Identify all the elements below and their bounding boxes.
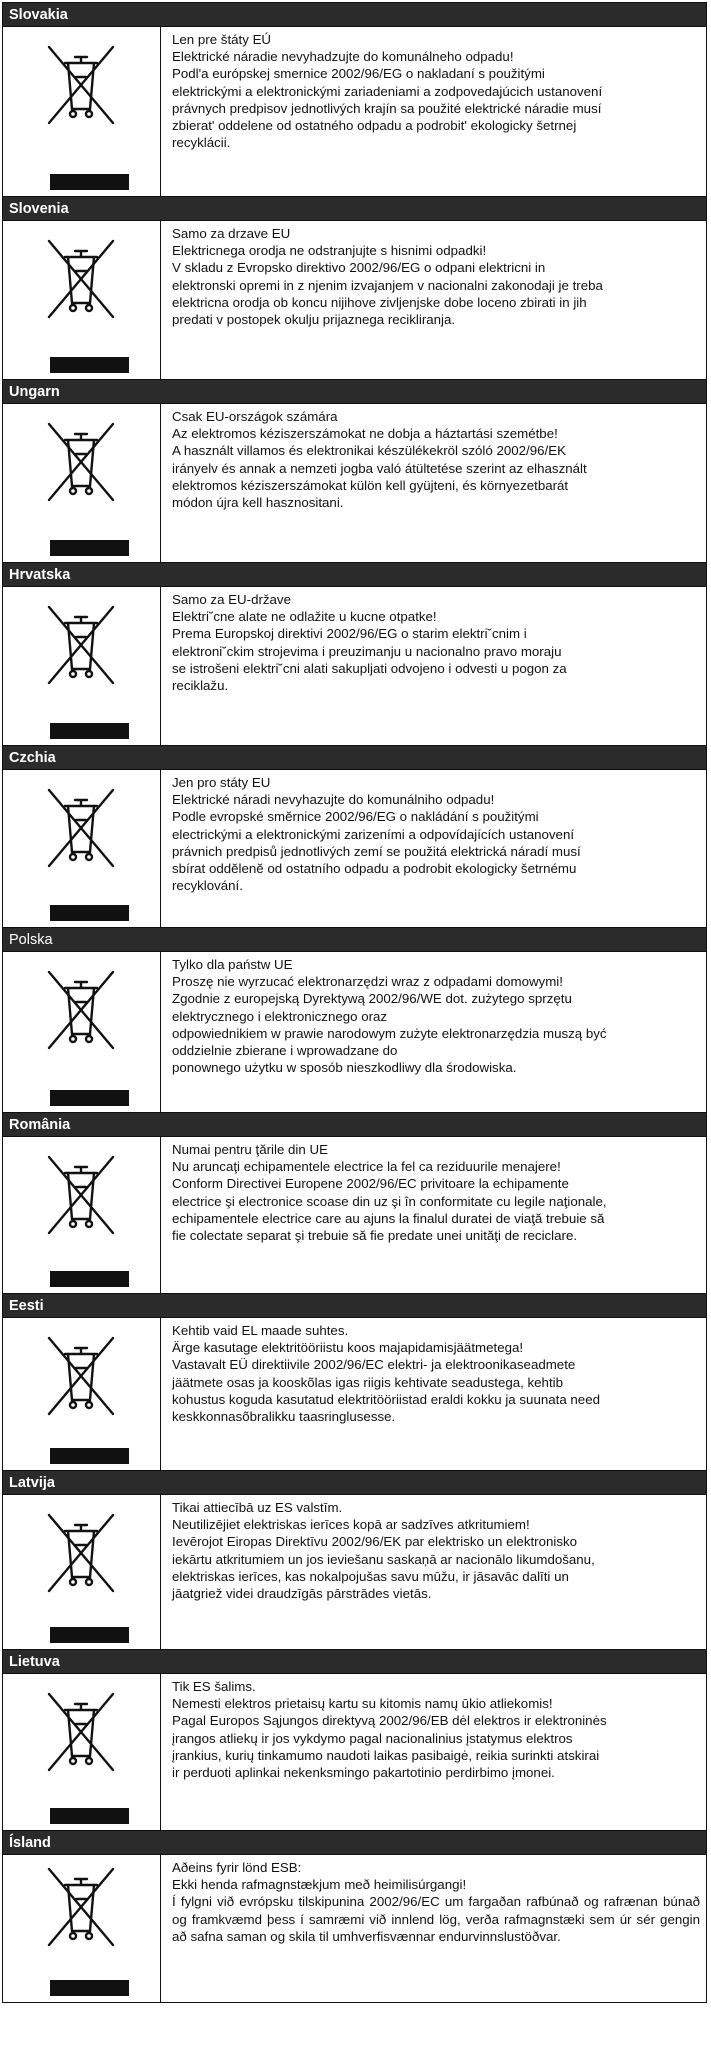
crossed-out-wheelie-bin-icon (42, 1509, 120, 1595)
section-text (161, 1318, 706, 1470)
crossed-out-wheelie-bin-icon (42, 784, 120, 870)
text-line: Nemesti elektros prietaisų kartu su kitomis namų ūkio atliekomis! (172, 1696, 553, 1712)
section-text (161, 587, 706, 745)
section-title: Slovenia (3, 197, 706, 221)
text-line: Tikai attiecībā uz ES valstīm. (172, 1500, 343, 1515)
text-line: recyklácii. (172, 135, 231, 151)
marking-bar (50, 540, 129, 556)
section-title: Lietuva (3, 1650, 706, 1674)
text-line: recyklování. (172, 878, 243, 894)
marking-bar (50, 174, 129, 190)
text-line: Aðeins fyrir lönd ESB: (172, 1860, 302, 1875)
text-line: Numai pentru ţările din UE (172, 1142, 328, 1157)
text-line: Tik ES šalims. (172, 1679, 256, 1694)
weee-symbol-cell (3, 221, 161, 379)
section-title: Latvija (3, 1471, 706, 1495)
text-line: se istrošeni elektri˘cni alati sakupljati odvojeno i odvesti u pogon za (172, 660, 567, 676)
text-line: sbírat oddĕlenĕ od ostatního odpadu a podrobit ekologicky šetrnému (172, 861, 577, 877)
text-line: Neutilizējiet elektriskas ierīces kopā ar sadzīves atkritumiem! (172, 1517, 530, 1533)
section-polska (3, 928, 706, 1113)
text-line: módon újra kell hasznositani. (172, 495, 344, 511)
weee-symbol-cell (3, 1495, 161, 1649)
text-line: oddzielnie zbierane i wprowadzane do (172, 1043, 398, 1059)
text-line: echipamentele electrice care au ajuns la finalul duratei de viaţă trebuie să (172, 1210, 605, 1226)
section-island (3, 1831, 706, 2002)
section-text (161, 1855, 706, 2002)
text-line: Conform Directivei Europene 2002/96/EC privitoare la echipamente (172, 1176, 569, 1192)
crossed-out-wheelie-bin-icon (42, 1151, 120, 1237)
marking-bar (50, 1627, 129, 1643)
text-line: reciklažu. (172, 678, 229, 694)
text-line: jäätmete osas ja kooskõlas igas riigis kehtivate seadustega, kehtib (172, 1374, 563, 1390)
section-eesti (3, 1294, 706, 1471)
text-line: Elektri˘cne alate ne odlažite u kucne otpatke! (172, 609, 437, 625)
marking-bar (50, 357, 129, 373)
section-slovenia (3, 197, 706, 380)
text-line: elektricna orodja ob koncu nijihove zivljenjske dobe loceno zbirati in jih (172, 294, 587, 310)
text-line: Csak EU-országok számára (172, 409, 338, 424)
weee-symbol-cell (3, 952, 161, 1112)
section-ungarn (3, 380, 706, 563)
section-text (161, 1674, 706, 1830)
section-title: Czchia (3, 746, 706, 770)
text-line: právnich predpisů jednotlivých zemí se použitá elektrická náradí musí (172, 843, 581, 859)
text-line: Podle evropské smĕrnice 2002/96/EG o nakládání s použitými (172, 809, 539, 825)
text-line: Ievērojot Eiropas Direktīvu 2002/96/EK par elektrisko un elektronisko (172, 1534, 578, 1550)
text-line: Jen pro státy EU (172, 775, 271, 790)
weee-symbol-cell (3, 587, 161, 745)
text-line: jāatgriež videi draudzīgās pārstrādes vietās. (172, 1586, 432, 1602)
text-line: kohustus koguda kasutatud elektritööriistad eraldi kokku ja suunata need (172, 1391, 600, 1407)
text-line: Elektricnega orodja ne odstranjujte s hisnimi odpadki! (172, 243, 487, 259)
text-line: Ärge kasutage elektritööriistu koos majapidamisjäätmetega! (172, 1340, 524, 1356)
text-line: elektroni˘ckim strojevima i preuzimanju u nacionalno pravo moraju (172, 643, 562, 659)
weee-symbol-cell (3, 1674, 161, 1830)
text-line: elektrycznego i elektronicznego oraz (172, 1008, 388, 1024)
crossed-out-wheelie-bin-icon (42, 966, 120, 1052)
text-line: Len pre štáty EÚ (172, 32, 272, 47)
section-title: Ungarn (3, 380, 706, 404)
marking-bar (50, 1448, 129, 1464)
text-line: Samo za drzave EU (172, 226, 291, 241)
marking-bar (50, 723, 129, 739)
marking-bar (50, 905, 129, 921)
text-line: electrickými a elektronickými zarizeními a odpovídajících ustanovení (172, 826, 575, 842)
section-title: Eesti (3, 1294, 706, 1318)
weee-symbol-cell (3, 1855, 161, 2002)
text-line: Samo za EU-države (172, 592, 291, 607)
text-line: Pagal Europos Sąjungos direktyvą 2002/96/EB dėl elektros ir elektroninės (172, 1713, 607, 1729)
text-line: keskkonnasõbralikku taasringlusesse. (172, 1409, 396, 1425)
text-line: elektrickými a elektronickými zariadeniami a zodpovedajúcich ustanovení (172, 83, 603, 99)
text-line: Zgodnie z europejską Dyrektywą 2002/96/WE dot. zużytego sprzętu (172, 991, 572, 1007)
section-title: Ísland (3, 1831, 706, 1855)
text-line: Prema Europskoj direktivi 2002/96/EG o starim elektri˘cnim i (172, 626, 527, 642)
section-text (161, 770, 706, 927)
text-line: iekārtu atkritumiem un jos ieviešanu saskaņā ar nacionālo likumdošanu, (172, 1551, 595, 1567)
section-text (161, 1495, 706, 1649)
text-line: Podl'a európskej smernice 2002/96/EG o nakladaní s použitými (172, 66, 545, 82)
crossed-out-wheelie-bin-icon (42, 1863, 120, 1949)
text-line: ir perduoti aplinkai nekenksmingo pakartotinio perdirbimo įmonei. (172, 1765, 555, 1781)
section-text (161, 1137, 706, 1293)
text-line: įrankius, kurių tinkamumo naudoti laikas pasibaigė, reikia surinkti atskirai (172, 1747, 600, 1763)
marking-bar (50, 1980, 129, 1996)
marking-bar (50, 1090, 129, 1106)
section-lietuva (3, 1650, 706, 1831)
text-line: Proszę nie wyrzucać elektronarzędzi wraz z odpadami domowymi! (172, 974, 563, 990)
section-text (161, 404, 706, 562)
crossed-out-wheelie-bin-icon (42, 1332, 120, 1418)
section-czchia (3, 746, 706, 928)
weee-disposal-notice-document (2, 2, 707, 2003)
text-paragraph: Í fylgni við evrópsku tilskipunina 2002/96/EC um fargaðan rafbúnað og rafrænan búnað og framkvæmd þess í samræmi við innlend lög, verða rafmagnstæki sem úr sér gengin að safna saman og skila til umhverfisvænnar endurvinnslustöðvar. (172, 1894, 700, 1944)
section-title: Slovakia (3, 3, 706, 27)
text-line: Kehtib vaid EL maade suhtes. (172, 1323, 349, 1338)
text-line: Vastavalt EÜ direktiivile 2002/96/EC elektri- ja elektroonikaseadmete (172, 1357, 576, 1373)
text-line: odpowiednikiem w prawie narodowym zużyte elektronarzędzia muszą być (172, 1025, 607, 1041)
text-line: ponownego użytku w sposób nieszkodliwy dla środowiska. (172, 1060, 517, 1076)
weee-symbol-cell (3, 770, 161, 927)
text-line: electrice şi electronice scoase din uz şi în conformitate cu legile naţionale, (172, 1193, 607, 1209)
text-line: predati v postopek okulju prijaznega recikliranja. (172, 312, 456, 328)
text-line: Nu aruncaţi echipamentele electrice la fel ca reziduurile menajere! (172, 1159, 561, 1175)
section-slovakia (3, 3, 706, 197)
section-romania (3, 1113, 706, 1294)
text-line: V skladu z Evropsko direktivo 2002/96/EG o odpani elektricni in (172, 260, 546, 276)
text-line: elektriskas ierīces, kas nokalpojušas savu mūžu, ir jāsavāc dalīti un (172, 1568, 569, 1584)
text-line: zbierat' oddelene od ostatného odpadu a podrobit' ekologicky šetrnej (172, 118, 577, 134)
section-hrvatska (3, 563, 706, 746)
text-line: A használt villamos és elektronikai készülékekröl szóló 2002/96/EK (172, 443, 566, 459)
section-title: Hrvatska (3, 563, 706, 587)
section-text (161, 27, 706, 196)
section-text (161, 952, 706, 1112)
weee-symbol-cell (3, 27, 161, 196)
crossed-out-wheelie-bin-icon (42, 601, 120, 687)
text-line: Elektrické náradi nevyhazujte do komunálniho odpadu! (172, 792, 495, 808)
marking-bar (50, 1808, 129, 1824)
crossed-out-wheelie-bin-icon (42, 1688, 120, 1774)
section-latvija (3, 1471, 706, 1650)
text-line: elektromos kéziszerszámokat külön kell gyüjteni, és környezetbarát (172, 477, 569, 493)
weee-symbol-cell (3, 404, 161, 562)
text-line: įrangos atliekų ir jos vykdymo pagal nacionalinius įstatymus elektros (172, 1730, 573, 1746)
section-text (161, 221, 706, 379)
section-title: Polska (3, 928, 706, 952)
text-line: Tylko dla państw UE (172, 957, 293, 972)
text-line: fie colectate separat şi trebuie să fie predate unei unităţi de reciclare. (172, 1228, 578, 1244)
text-line: elektronski opremi in z njenim izvajanjem v nacionalni zakonodaji je treba (172, 277, 603, 293)
text-line: Az elektromos kéziszerszámokat ne dobja a háztartási szemétbe! (172, 426, 558, 442)
text-line: Elektrické náradie nevyhadzujte do komunálneho odpadu! (172, 49, 514, 65)
weee-symbol-cell (3, 1137, 161, 1293)
weee-symbol-cell (3, 1318, 161, 1470)
crossed-out-wheelie-bin-icon (42, 41, 120, 127)
text-line: irányelv és annak a nemzeti jogba való átültetése szerint az elhasznált (172, 460, 587, 476)
section-title: România (3, 1113, 706, 1137)
text-line: Ekki henda rafmagnstækjum með heimilisúrgangi! (172, 1877, 467, 1893)
crossed-out-wheelie-bin-icon (42, 418, 120, 504)
crossed-out-wheelie-bin-icon (42, 235, 120, 321)
text-line: právnych predpisov jednotlivých krajín sa použité elektrické náradie musí (172, 100, 602, 116)
marking-bar (50, 1271, 129, 1287)
